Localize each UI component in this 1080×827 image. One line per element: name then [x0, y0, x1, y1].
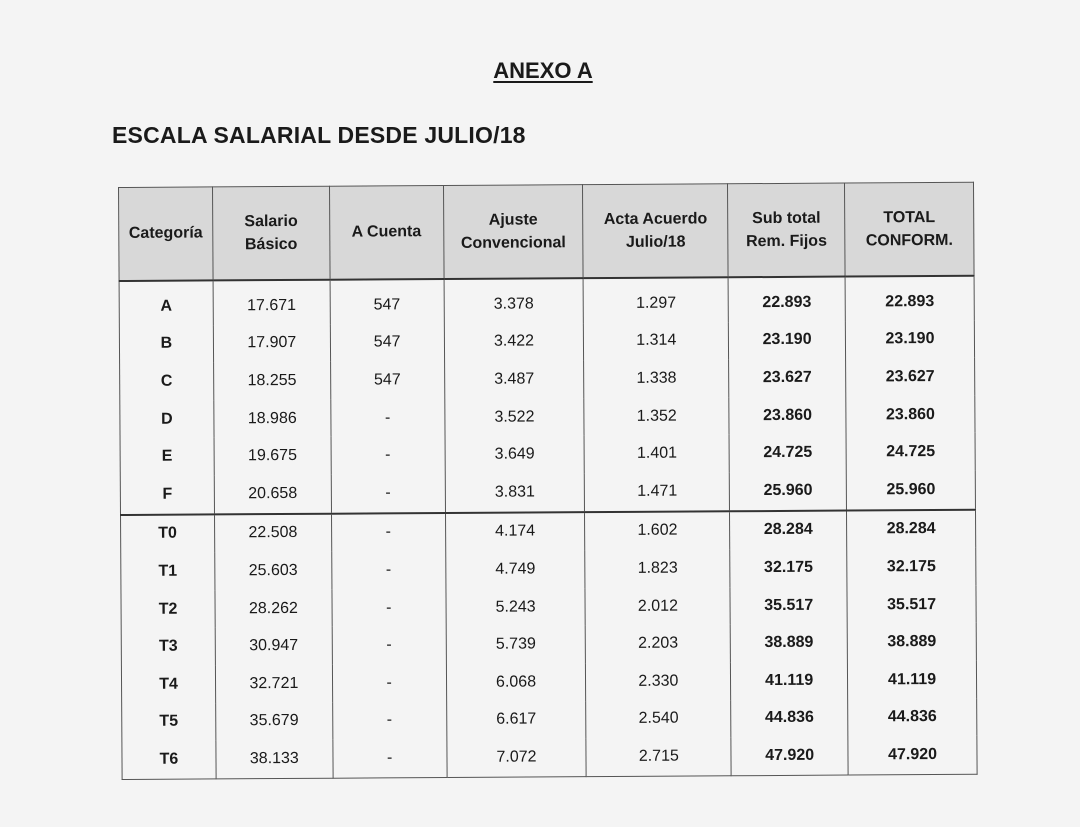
cell-total-conform: 32.175	[847, 548, 976, 586]
table-row	[119, 276, 974, 326]
cell-sub-total: 23.860	[729, 396, 846, 434]
table-body	[119, 276, 977, 779]
table-row	[120, 433, 975, 476]
cell-categoria: F	[120, 475, 214, 514]
cell-categoria: T3	[121, 628, 215, 666]
cell-salario-basico: 32.721	[215, 665, 332, 703]
table-row	[120, 396, 975, 439]
page-title: ANEXO A	[493, 58, 593, 83]
header-a-cuenta: A Cuenta	[329, 186, 443, 280]
cell-total-conform: 44.836	[848, 698, 977, 736]
header-row	[119, 182, 975, 281]
table-row	[121, 661, 976, 704]
cell-total-conform: 23.190	[845, 320, 974, 358]
cell-a-cuenta: -	[331, 474, 445, 513]
cell-sub-total: 24.725	[729, 434, 846, 472]
cell-acta-acuerdo: 2.715	[586, 737, 731, 776]
cell-salario-basico: 22.508	[214, 513, 331, 552]
header-salario-basico: Salario Básico	[212, 186, 329, 280]
table-row	[120, 358, 975, 401]
cell-sub-total: 35.517	[730, 586, 847, 624]
cell-sub-total: 47.920	[731, 737, 848, 776]
cell-a-cuenta: 547	[330, 361, 444, 399]
cell-salario-basico: 18.986	[214, 399, 331, 437]
cell-total-conform: 47.920	[848, 736, 977, 775]
cell-salario-basico: 17.671	[213, 280, 330, 325]
cell-a-cuenta: -	[331, 399, 445, 437]
cell-ajuste-convencional: 3.522	[444, 398, 584, 436]
cell-sub-total: 38.889	[730, 624, 847, 662]
table-row	[122, 698, 977, 741]
cell-sub-total: 23.627	[729, 359, 846, 397]
cell-sub-total: 28.284	[730, 510, 847, 549]
cell-categoria: D	[120, 400, 214, 438]
cell-categoria: C	[120, 363, 214, 401]
cell-sub-total: 44.836	[731, 699, 848, 737]
cell-ajuste-convencional: 3.649	[445, 436, 585, 474]
cell-a-cuenta: -	[331, 551, 445, 589]
cell-acta-acuerdo: 2.540	[586, 700, 731, 738]
section-title: ESCALA SALARIAL DESDE JULIO/18	[112, 122, 526, 148]
table-row	[122, 736, 977, 779]
table-row	[121, 509, 976, 553]
cell-salario-basico: 19.675	[214, 437, 331, 475]
cell-total-conform: 23.627	[846, 358, 975, 396]
cell-salario-basico: 18.255	[214, 362, 331, 400]
cell-acta-acuerdo: 1.314	[584, 322, 729, 360]
cell-acta-acuerdo: 1.297	[584, 277, 729, 322]
cell-total-conform: 23.860	[846, 396, 975, 434]
cell-salario-basico: 38.133	[216, 740, 333, 779]
cell-sub-total: 25.960	[730, 472, 847, 511]
cell-categoria: T4	[121, 665, 215, 703]
cell-a-cuenta: -	[332, 702, 446, 740]
salary-scale-table	[118, 182, 978, 780]
cell-sub-total: 32.175	[730, 549, 847, 587]
cell-categoria: E	[120, 438, 214, 476]
cell-total-conform: 38.889	[847, 623, 976, 661]
cell-salario-basico: 25.603	[215, 552, 332, 590]
cell-ajuste-convencional: 3.831	[445, 473, 585, 512]
header-total-conform: TOTAL CONFORM.	[845, 182, 975, 276]
cell-salario-basico: 17.907	[213, 324, 330, 362]
cell-categoria: A	[119, 280, 213, 325]
cell-total-conform: 22.893	[845, 276, 974, 321]
cell-acta-acuerdo: 2.330	[586, 662, 731, 700]
cell-categoria: T0	[121, 514, 215, 553]
cell-a-cuenta: -	[332, 626, 446, 664]
header-sub-total: Sub total Rem. Fijos	[728, 183, 845, 277]
cell-categoria: B	[119, 325, 213, 363]
cell-ajuste-convencional: 3.378	[444, 278, 584, 323]
cell-a-cuenta: -	[331, 513, 445, 552]
header-ajuste-convencional: Ajuste Convencional	[443, 185, 583, 279]
cell-a-cuenta: -	[331, 436, 445, 474]
cell-acta-acuerdo: 1.471	[585, 472, 730, 511]
cell-ajuste-convencional: 3.487	[444, 360, 584, 398]
cell-ajuste-convencional: 4.749	[445, 550, 585, 588]
cell-categoria: T1	[121, 553, 215, 591]
salary-table-container	[118, 182, 978, 780]
cell-ajuste-convencional: 4.174	[445, 512, 585, 551]
table-row	[121, 548, 976, 591]
cell-acta-acuerdo: 1.338	[584, 359, 729, 397]
cell-ajuste-convencional: 3.422	[444, 323, 584, 361]
cell-ajuste-convencional: 5.243	[446, 588, 586, 626]
header-categoria: Categoría	[119, 187, 214, 281]
cell-sub-total: 22.893	[728, 277, 845, 322]
cell-acta-acuerdo: 1.401	[584, 435, 729, 473]
cell-total-conform: 24.725	[846, 433, 975, 471]
cell-acta-acuerdo: 2.203	[586, 625, 731, 663]
cell-acta-acuerdo: 1.602	[585, 511, 730, 550]
cell-sub-total: 41.119	[731, 661, 848, 699]
cell-a-cuenta: 547	[330, 324, 444, 362]
header-acta-acuerdo: Acta Acuerdo Julio/18	[583, 184, 728, 278]
cell-ajuste-convencional: 6.068	[446, 663, 586, 701]
table-row	[120, 471, 975, 515]
cell-acta-acuerdo: 1.352	[584, 397, 729, 435]
cell-acta-acuerdo: 1.823	[585, 549, 730, 587]
cell-salario-basico: 20.658	[214, 475, 331, 514]
table-row	[119, 320, 974, 363]
cell-a-cuenta: -	[333, 739, 447, 778]
cell-sub-total: 23.190	[729, 321, 846, 359]
table-row	[121, 623, 976, 666]
cell-a-cuenta: 547	[330, 279, 444, 324]
table-header	[119, 182, 975, 281]
cell-salario-basico: 35.679	[216, 702, 333, 740]
cell-categoria: T2	[121, 590, 215, 628]
cell-total-conform: 25.960	[846, 471, 975, 510]
cell-ajuste-convencional: 7.072	[446, 738, 586, 777]
cell-a-cuenta: -	[332, 589, 446, 627]
cell-ajuste-convencional: 5.739	[446, 625, 586, 663]
cell-acta-acuerdo: 2.012	[585, 587, 730, 625]
cell-salario-basico: 28.262	[215, 589, 332, 627]
cell-ajuste-convencional: 6.617	[446, 701, 586, 739]
cell-total-conform: 35.517	[847, 586, 976, 624]
cell-salario-basico: 30.947	[215, 627, 332, 665]
cell-categoria: T5	[122, 703, 216, 741]
cell-total-conform: 41.119	[847, 661, 976, 699]
cell-total-conform: 28.284	[847, 509, 976, 548]
table-row	[121, 586, 976, 629]
cell-categoria: T6	[122, 741, 216, 780]
cell-a-cuenta: -	[332, 664, 446, 702]
